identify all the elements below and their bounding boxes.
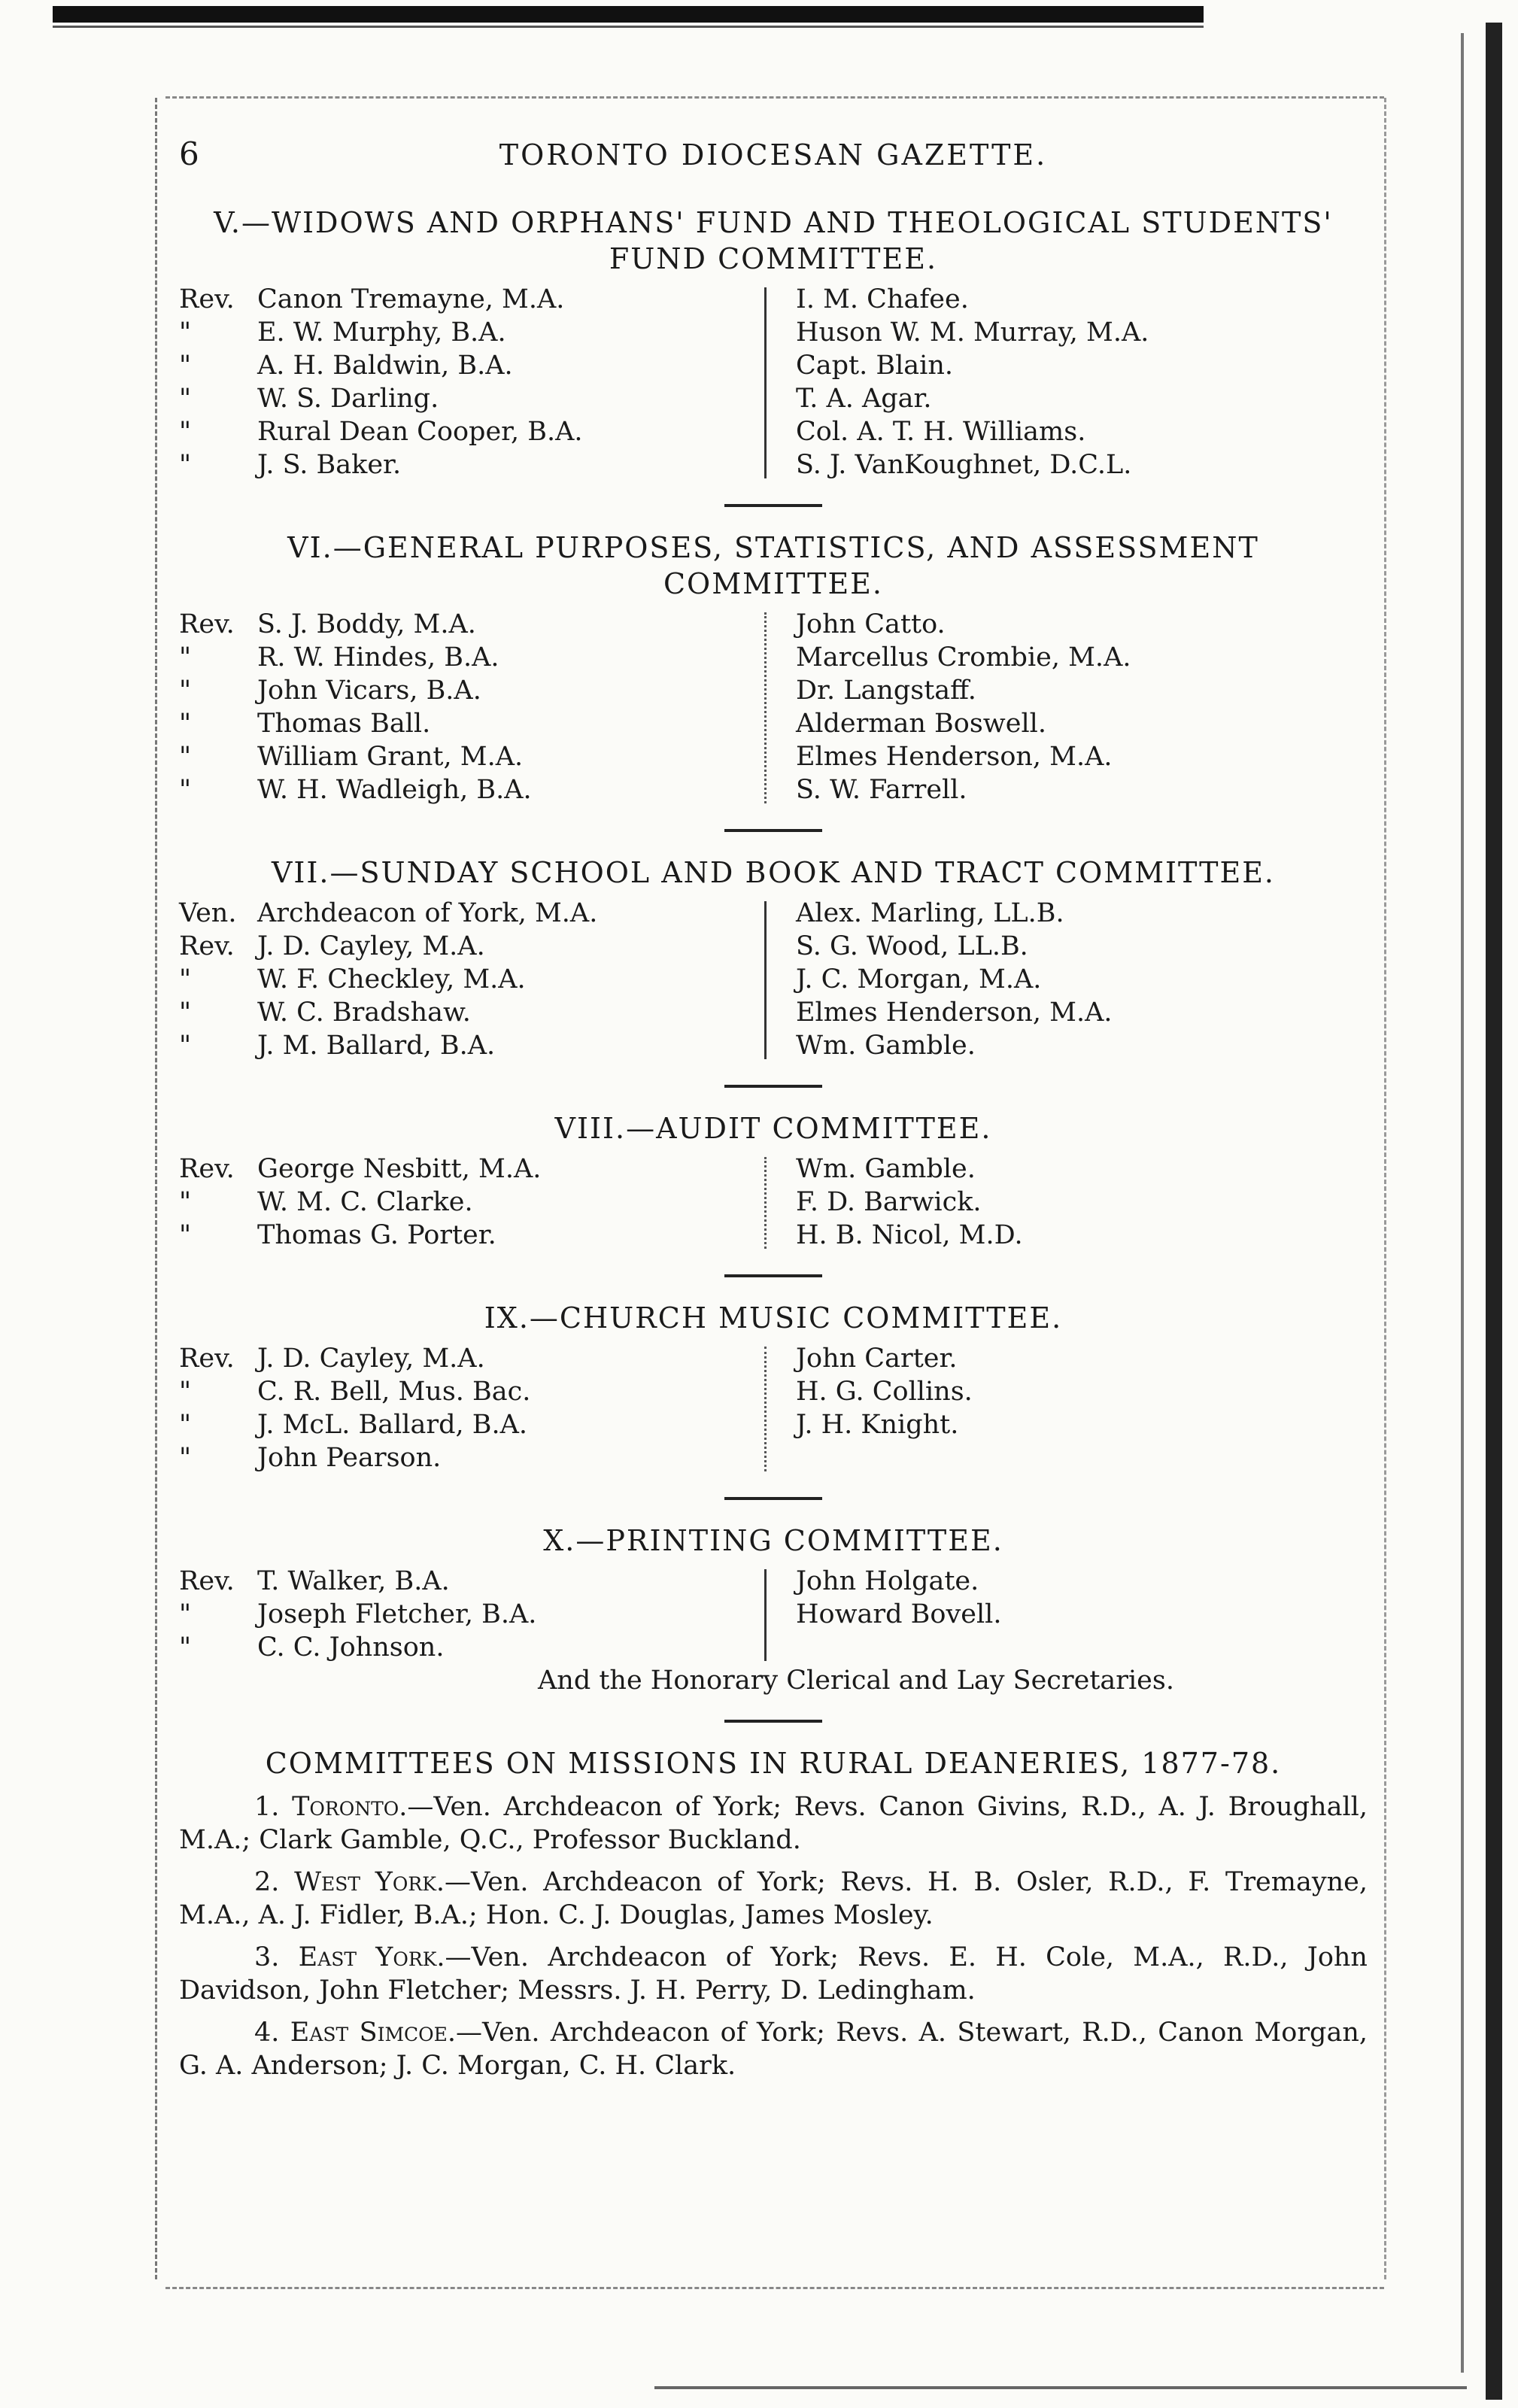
page-frame-top <box>165 96 1384 99</box>
clergy-column <box>179 897 751 1062</box>
laity-column <box>751 283 1368 481</box>
deanery-number: 2. <box>254 1867 295 1897</box>
member-title: " <box>179 1599 192 1629</box>
member-name: Elmes Henderson, M.A. <box>796 742 1113 772</box>
member-entry <box>179 1219 751 1252</box>
member-title: " <box>179 964 192 994</box>
member-name: S. W. Farrell. <box>796 775 967 805</box>
member-name: W. F. Checkley, M.A. <box>257 964 526 994</box>
member-title: " <box>179 998 192 1028</box>
member-name: William Grant, M.A. <box>257 742 524 772</box>
member-name: J. D. Cayley, M.A. <box>257 931 485 961</box>
scan-edge-top <box>53 6 1204 23</box>
member-title: " <box>179 351 192 381</box>
member-entry <box>179 349 751 382</box>
deanery-number: 3. <box>254 1942 299 1972</box>
member-entry <box>179 448 751 481</box>
member-entry <box>179 1598 751 1631</box>
member-title: " <box>179 1410 192 1440</box>
member-name: S. J. Boddy, M.A. <box>257 609 476 639</box>
member-entry <box>179 1631 751 1664</box>
deanery-members: —Ven. Archdeacon of York; Revs. A. Stewart, R.D., Canon Morgan, G. A. Anderson; J. C. Morgan, C. H. Clark. <box>179 2018 1368 2081</box>
member-name: J. C. Morgan, M.A. <box>796 964 1042 994</box>
member-entry <box>179 1565 751 1598</box>
member-title: " <box>179 676 192 706</box>
member-entry <box>179 740 751 773</box>
member-name: E. W. Murphy, B.A. <box>257 317 506 348</box>
member-name: Joseph Fletcher, B.A. <box>257 1599 537 1629</box>
laity-column <box>751 1565 1368 1664</box>
gazette-title: TORONTO DIOCESAN GAZETTE. <box>499 138 1048 172</box>
section-rule <box>724 1497 822 1500</box>
member-entry <box>179 1375 751 1408</box>
member-title: Rev. <box>179 284 235 314</box>
committee-v <box>179 283 1368 481</box>
laity-column <box>751 897 1368 1062</box>
member-title: " <box>179 742 192 772</box>
deanery-members: —Ven. Archdeacon of York; Revs. Canon Givins, R.D., A. J. Broughall, M.A.; Clark Gamble, Q.C., Professor Buckland. <box>179 1792 1368 1855</box>
member-title: " <box>179 1220 192 1250</box>
member-name: C. R. Bell, Mus. Bac. <box>257 1377 531 1407</box>
member-entry <box>179 608 751 641</box>
member-entry <box>179 1029 751 1062</box>
section-title-viii: VIII.—AUDIT COMMITTEE. <box>554 1112 992 1145</box>
section-title-vi: VI.—GENERAL PURPOSES, STATISTICS, AND ASSESSMENT COMMITTEE. <box>287 531 1259 600</box>
member-entry <box>179 1342 751 1375</box>
member-name: J. D. Cayley, M.A. <box>257 1344 485 1374</box>
column-divider <box>764 1569 767 1661</box>
gazette-page <box>179 135 1368 2082</box>
member-name: Thomas Ball. <box>257 709 431 739</box>
member-entry <box>179 316 751 349</box>
member-title: " <box>179 709 192 739</box>
member-entry <box>179 674 751 707</box>
deanery-entry <box>179 2016 1368 2082</box>
member-name: J. McL. Ballard, B.A. <box>257 1410 527 1440</box>
deanery-entry <box>179 1790 1368 1857</box>
section-rule <box>724 829 822 832</box>
member-title: " <box>179 642 192 673</box>
member-title: " <box>179 450 192 480</box>
deanery-number: 4. <box>254 2018 290 2048</box>
member-name: J. H. Knight. <box>796 1410 959 1440</box>
member-name: W. C. Bradshaw. <box>257 998 471 1028</box>
member-name: Archdeacon of York, M.A. <box>257 898 598 928</box>
column-divider <box>764 1157 767 1249</box>
member-name: I. M. Chafee. <box>796 284 969 314</box>
member-name: Alex. Marling, LL.B. <box>796 898 1064 928</box>
deanery-entry <box>179 1866 1368 1932</box>
member-entry <box>179 1152 751 1186</box>
member-entry <box>179 1186 751 1219</box>
member-name: A. H. Baldwin, B.A. <box>257 351 513 381</box>
member-title: " <box>179 1187 192 1217</box>
member-title: Ven. <box>179 898 237 928</box>
member-name: John Carter. <box>796 1344 958 1374</box>
member-name: T. Walker, B.A. <box>257 1566 450 1596</box>
member-entry <box>179 897 751 930</box>
member-name: H. B. Nicol, M.D. <box>796 1220 1023 1250</box>
member-name: J. S. Baker. <box>257 450 402 480</box>
member-entry <box>179 1408 751 1441</box>
member-name: Howard Bovell. <box>796 1599 1002 1629</box>
deanery-number: 1. <box>254 1792 293 1822</box>
section-title-v: V.—WIDOWS AND ORPHANS' FUND AND THEOLOGICAL STUDENTS' FUND COMMITTEE. <box>214 206 1333 275</box>
committee-x <box>179 1565 1368 1664</box>
scan-edge-line <box>53 26 1204 28</box>
member-name: S. G. Wood, LL.B. <box>796 931 1028 961</box>
column-divider <box>764 287 767 478</box>
column-divider <box>764 612 767 803</box>
member-entry <box>179 641 751 674</box>
section-title-ix: IX.—CHURCH MUSIC COMMITTEE. <box>484 1301 1063 1335</box>
member-name: T. A. Agar. <box>796 384 932 414</box>
member-name: Wm. Gamble. <box>796 1031 976 1061</box>
laity-column <box>751 1342 1368 1474</box>
member-title: Rev. <box>179 1344 235 1374</box>
member-title: Rev. <box>179 931 235 961</box>
member-name: W. H. Wadleigh, B.A. <box>257 775 532 805</box>
deanery-name: West York. <box>294 1867 445 1897</box>
clergy-column <box>179 1342 751 1474</box>
member-name: George Nesbitt, M.A. <box>257 1154 542 1184</box>
member-name: W. S. Darling. <box>257 384 439 414</box>
member-title: " <box>179 1377 192 1407</box>
section-rule <box>724 1274 822 1277</box>
member-name: Col. A. T. H. Williams. <box>796 417 1086 447</box>
clergy-column <box>179 283 751 481</box>
member-title: " <box>179 1632 192 1663</box>
member-entry <box>179 707 751 740</box>
member-title: Rev. <box>179 609 235 639</box>
deanery-members: —Ven. Archdeacon of York; Revs. E. H. Cole, M.A., R.D., John Davidson, John Fletcher; Messrs. J. H. Perry, D. Ledingham. <box>179 1942 1368 2006</box>
member-title: " <box>179 417 192 447</box>
deanery-entry <box>179 1941 1368 2007</box>
laity-column <box>751 608 1368 806</box>
scan-edge-right <box>1486 23 1502 2400</box>
secretaries-note: And the Honorary Clerical and Lay Secretaries. <box>538 1666 1174 1696</box>
committee-vi <box>179 608 1368 806</box>
section-title-x: X.—PRINTING COMMITTEE. <box>543 1524 1003 1557</box>
member-title: " <box>179 1443 192 1473</box>
column-divider <box>764 1347 767 1471</box>
missions-list <box>179 1790 1368 2082</box>
member-entry <box>179 930 751 963</box>
member-title: " <box>179 384 192 414</box>
clergy-column <box>179 1565 751 1664</box>
member-entry <box>179 963 751 996</box>
page-frame-left <box>155 98 159 2279</box>
member-title: " <box>179 317 192 348</box>
member-entry <box>179 773 751 806</box>
section-rule <box>724 504 822 507</box>
clergy-column <box>179 608 751 806</box>
committee-ix <box>179 1342 1368 1474</box>
section-rule <box>724 1085 822 1088</box>
member-name: John Holgate. <box>796 1566 979 1596</box>
scan-edge-bottom <box>654 2386 1467 2389</box>
member-title: " <box>179 1031 192 1061</box>
missions-title: COMMITTEES ON MISSIONS IN RURAL DEANERIES, 1877-78. <box>265 1747 1282 1780</box>
page-header <box>179 135 1368 178</box>
member-name: Capt. Blain. <box>796 351 954 381</box>
member-name: Rural Dean Cooper, B.A. <box>257 417 583 447</box>
deanery-name: East Simcoe. <box>290 2018 457 2048</box>
deanery-members: —Ven. Archdeacon of York; Revs. H. B. Osler, R.D., F. Tremayne, M.A., A. J. Fidler, B.A.; Hon. C. J. Douglas, James Mosley. <box>179 1867 1368 1930</box>
member-name: Elmes Henderson, M.A. <box>796 998 1113 1028</box>
committee-vii <box>179 897 1368 1062</box>
member-title: Rev. <box>179 1566 235 1596</box>
member-name: Alderman Boswell. <box>796 709 1046 739</box>
member-name: J. M. Ballard, B.A. <box>257 1031 496 1061</box>
section-title-vii: VII.—SUNDAY SCHOOL AND BOOK AND TRACT COMMITTEE. <box>271 856 1276 889</box>
member-name: Wm. Gamble. <box>796 1154 976 1184</box>
member-name: F. D. Barwick. <box>796 1187 982 1217</box>
member-title: Rev. <box>179 1154 235 1184</box>
committee-viii <box>179 1152 1368 1252</box>
deanery-name: Toronto. <box>292 1792 408 1822</box>
clergy-column <box>179 1152 751 1252</box>
member-name: John Catto. <box>796 609 946 639</box>
member-name: H. G. Collins. <box>796 1377 973 1407</box>
member-name: John Vicars, B.A. <box>257 676 481 706</box>
member-name: Huson W. M. Murray, M.A. <box>796 317 1149 348</box>
member-name: Marcellus Crombie, M.A. <box>796 642 1131 673</box>
scan-edge-line-right <box>1461 33 1464 2373</box>
page-frame-bottom <box>165 2287 1384 2289</box>
page-number: 6 <box>179 135 199 172</box>
member-name: Canon Tremayne, M.A. <box>257 284 565 314</box>
member-title: " <box>179 775 192 805</box>
member-name: Dr. Langstaff. <box>796 676 976 706</box>
member-entry <box>179 283 751 316</box>
member-name: W. M. C. Clarke. <box>257 1187 473 1217</box>
column-divider <box>764 901 767 1059</box>
member-entry <box>179 996 751 1029</box>
member-name: Thomas G. Porter. <box>257 1220 496 1250</box>
member-entry <box>179 382 751 415</box>
section-rule <box>724 1720 822 1723</box>
member-entry <box>179 415 751 448</box>
member-entry <box>179 1441 751 1474</box>
page-frame-right <box>1384 98 1389 2279</box>
member-name: R. W. Hindes, B.A. <box>257 642 499 673</box>
member-name: C. C. Johnson. <box>257 1632 445 1663</box>
member-name: S. J. VanKoughnet, D.C.L. <box>796 450 1132 480</box>
laity-column <box>751 1152 1368 1252</box>
deanery-name: East York. <box>298 1942 445 1972</box>
member-name: John Pearson. <box>257 1443 442 1473</box>
